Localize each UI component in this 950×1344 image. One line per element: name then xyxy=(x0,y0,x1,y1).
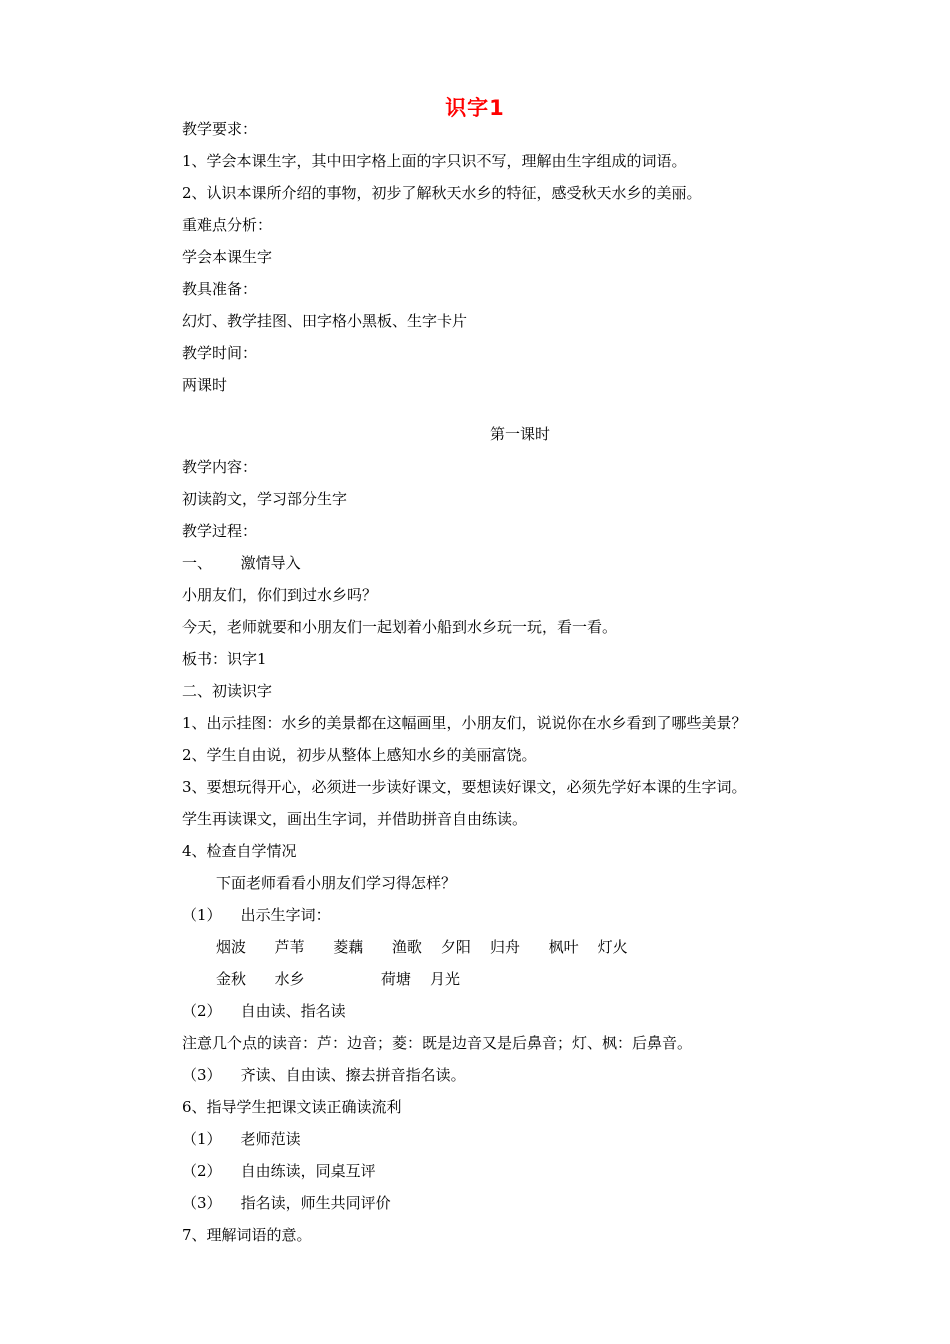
text-line-item-6-sub-1: （1） 老师范读 xyxy=(182,1130,301,1148)
text-line-teaching-requirements: 教学要求： xyxy=(182,120,258,138)
text-line-item-1: 1、出示挂图：水乡的美景都在这幅画里，小朋友们，说说你在水乡看到了哪些美景？ xyxy=(182,714,747,732)
text-line-question: 小朋友们，你们到过水乡吗？ xyxy=(182,586,378,604)
text-line-materials: 幻灯、教学挂图、田字格小黑板、生字卡片 xyxy=(182,312,468,330)
text-line-requirement-1: 1、学会本课生字，其中田字格上面的字只识不写，理解由生字组成的词语。 xyxy=(182,152,687,170)
text-line-item-6-sub-2: （2） 自由练读，同桌互评 xyxy=(182,1162,376,1180)
text-line-item-6: 6、指导学生把课文读正确读流利 xyxy=(182,1098,402,1116)
text-line-content-heading: 教学内容： xyxy=(182,458,258,476)
text-line-item-4: 4、检查自学情况 xyxy=(182,842,297,860)
text-line-key-points: 学会本课生字 xyxy=(182,248,273,266)
text-line-item-6-sub-3: （3） 指名读，师生共同评价 xyxy=(182,1194,391,1212)
text-line-key-points-heading: 重难点分析： xyxy=(182,216,273,234)
text-line-item-2: 2、学生自由说，初步从整体上感知水乡的美丽富饶。 xyxy=(182,746,537,764)
text-line-blackboard: 板书：识字1 xyxy=(182,650,267,668)
text-line-check: 下面老师看看小朋友们学习得怎样？ xyxy=(216,874,457,892)
text-line-words-row-2: 金秋 水乡 荷塘 月光 xyxy=(216,970,460,988)
text-line-sub-2: （2） 自由读、指名读 xyxy=(182,1002,346,1020)
text-line-time-heading: 教学时间： xyxy=(182,344,258,362)
text-line-process-heading: 教学过程： xyxy=(182,522,258,540)
section-heading-first-lesson: 第一课时 xyxy=(489,425,550,443)
text-line-reread: 学生再读课文，画出生字词，并借助拼音自由练读。 xyxy=(182,810,528,828)
text-line-sub-1: （1） 出示生字词： xyxy=(182,906,331,924)
text-line-requirement-2: 2、认识本课所介绍的事物，初步了解秋天水乡的特征，感受秋天水乡的美丽。 xyxy=(182,184,702,202)
text-line-materials-heading: 教具准备： xyxy=(182,280,258,298)
text-line-item-7: 7、理解词语的意。 xyxy=(182,1226,312,1244)
text-line-content: 初读韵文，学习部分生字 xyxy=(182,490,348,508)
document-title: 识字1 xyxy=(445,96,505,120)
text-line-step-2: 二、初读识字 xyxy=(182,682,273,700)
text-line-words-row-1: 烟波 芦苇 菱藕 渔歌 夕阳 归舟 枫叶 灯火 xyxy=(216,938,628,956)
text-line-item-3: 3、要想玩得开心，必须进一步读好课文，要想读好课文，必须先学好本课的生字词。 xyxy=(182,778,747,796)
text-line-time: 两课时 xyxy=(182,376,228,394)
text-line-step-1: 一、 激情导入 xyxy=(182,554,301,572)
text-line-today: 今天，老师就要和小朋友们一起划着小船到水乡玩一玩，看一看。 xyxy=(182,618,618,636)
text-line-pronunciation: 注意几个点的读音：芦：边音；菱：既是边音又是后鼻音；灯、枫：后鼻音。 xyxy=(182,1034,693,1052)
text-line-sub-3: （3） 齐读、自由读、擦去拼音指名读。 xyxy=(182,1066,466,1084)
